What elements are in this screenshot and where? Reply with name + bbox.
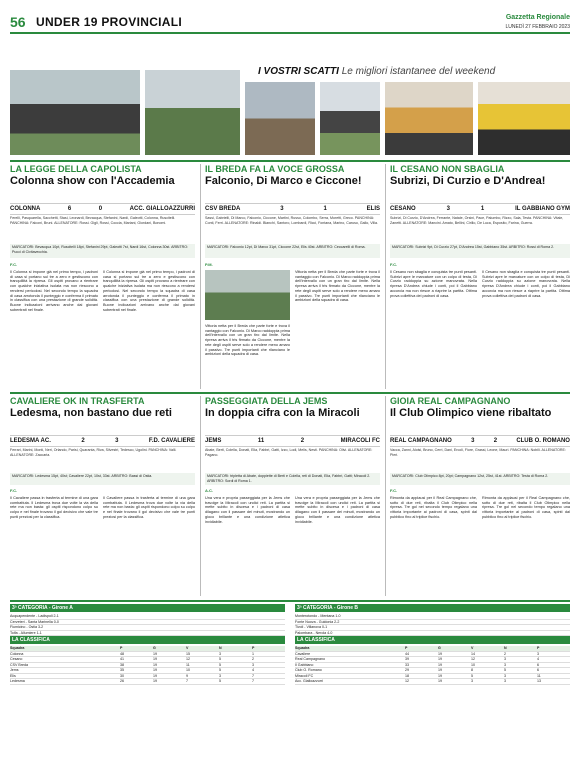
standings-cell: 10 bbox=[186, 668, 190, 672]
standings-table bbox=[10, 646, 285, 685]
results-title: 3ª CATEGORIA - Girone B bbox=[295, 604, 570, 612]
article-headline: Il Club Olimpico viene ribaltato bbox=[390, 407, 552, 419]
standings-cell: 38 bbox=[120, 662, 124, 667]
standings-cell: Cavaliere bbox=[295, 651, 311, 656]
newspaper-logo: Gazzetta Regionale bbox=[505, 14, 570, 21]
standings-cell: 6 bbox=[537, 662, 539, 667]
standings-cell: 4 bbox=[252, 668, 254, 672]
result-row: Cerveteri - Santa Marinella 0-0 bbox=[10, 620, 285, 626]
standings-cell: Elis bbox=[10, 673, 16, 678]
home-score: 6 bbox=[67, 206, 72, 212]
standings-cell: 8 bbox=[471, 668, 473, 672]
home-score: 3 bbox=[471, 438, 475, 444]
article-headline: Ledesma, non bastano due reti bbox=[10, 407, 172, 419]
article-kicker: PASSEGGIATA DELLA JEMS bbox=[205, 396, 328, 406]
standings-cell: 33 bbox=[405, 662, 409, 667]
standings-cell: 19 bbox=[438, 668, 442, 672]
masthead bbox=[10, 14, 570, 34]
standings-cell: CSV Breda bbox=[10, 662, 28, 667]
article-body: Il Cesano non sbaglia e conquista tre punti pesanti. Subrizi apre le marcature con un colpo di testa, Di Curzio raddoppia su azione manovrata. Nella ripresa D'Andrea chiude i conti, poi il Gabbiano accorcia ma non riesce a riaprire la partita. Ottima prova collettiva dei padroni di casa. bbox=[482, 270, 570, 298]
standings-cell: 5 bbox=[471, 673, 473, 678]
standings-cell: 11 bbox=[186, 662, 190, 667]
standings-cell: 5 bbox=[219, 657, 221, 661]
standings-cell: P bbox=[537, 646, 540, 650]
away-team: ELIS bbox=[366, 206, 380, 212]
away-score: 1 bbox=[323, 206, 327, 212]
standings-cell: 9 bbox=[186, 673, 188, 678]
standings-cell: 15 bbox=[186, 651, 190, 656]
result-row: Fonte Nuova - Guidonia 2-2 bbox=[295, 620, 570, 626]
match-summary: MARCATORI: Bevacqua 10pt, Ruscitelli 18pt, Stefanini 29pt, Galeotti 7st, Nardi 16st, Colonna 30st. ARBITRO: Pucci di Civitavecchia. bbox=[10, 244, 195, 258]
standings-cell: 4 bbox=[537, 657, 539, 661]
result-row: Tolfa - Allumiere 1-1 bbox=[10, 631, 285, 637]
standings-cell: 7 bbox=[252, 673, 254, 678]
standings-cell: 19 bbox=[438, 673, 442, 678]
standings-cell: Real Campagnano bbox=[295, 657, 325, 661]
standings-cell: 10 bbox=[471, 662, 475, 667]
standings-cell: 11 bbox=[537, 673, 541, 678]
away-score: 0 bbox=[98, 206, 103, 212]
result-row: Palombara - Nerola 4-0 bbox=[295, 631, 570, 637]
away-team: IL GABBIANO GYM bbox=[515, 206, 570, 212]
page-number: 56 bbox=[10, 14, 26, 30]
article-kicker: IL CESANO NON SBAGLIA bbox=[390, 164, 505, 174]
standings-cell: 19 bbox=[153, 673, 157, 678]
standings-cell: 18 bbox=[405, 673, 409, 678]
match-summary: MARCATORI: Ledesma 15pt, 40st; Cavaliere 22pt, 10st, 33st. ARBITRO: Bassi di Ostia. bbox=[10, 473, 195, 485]
standings-cell: 5 bbox=[219, 679, 221, 683]
results-title: 3ª CATEGORIA - Girone A bbox=[10, 604, 285, 612]
standings-cell: Jems bbox=[10, 668, 19, 672]
article-body: Il Colonna si impone già nel primo tempo, i padroni di casa si portano sul tre a zero e gestiscono con tranquillità la ripresa. Gli ospiti provano a rientrare con qualche iniziativa isolata ma non riescono a rendersi pericolosi. Nel secondo tempo la squadra di casa arrotonda il punteggio e conferma il primato in classifica con una prestazione di grande solidità. Buone indicazioni arrivano anche dai giovani subentrati nel finale. bbox=[103, 270, 195, 312]
standings-cell: 19 bbox=[438, 662, 442, 667]
standings-cell: 19 bbox=[153, 679, 157, 683]
lineups: Abate, Berti, Colella, Donati, Elia, Fabbri, Gatti, Izzo, Lodi, Melis, Nesti. PANCHINA: Olivi. ALLENATORE: Pagano. bbox=[205, 448, 373, 457]
result-row: Tivoli - Villanova 0-1 bbox=[295, 625, 570, 631]
home-score: 3 bbox=[446, 206, 450, 212]
standings-cell: 41 bbox=[120, 657, 124, 661]
byline: P.M. bbox=[205, 262, 213, 267]
standings-cell: Acc. Gialloazzurri bbox=[295, 679, 323, 683]
article-kicker: GIOIA REAL CAMPAGNANO bbox=[390, 396, 511, 406]
photo-banner-title: I VOSTRI SCATTI bbox=[258, 66, 339, 77]
standings-cell: 12 bbox=[471, 657, 475, 661]
home-score: 2 bbox=[81, 438, 85, 444]
article-body: Una vera e propria passeggiata per la Jems che travolge la Miracoli con undici reti. La partita si mette subito in discesa e i padroni di casa dilagano con il passare dei minuti, mostrando un gioco brillante e una condizione atletica invidiabile. bbox=[205, 496, 290, 524]
article-body: Vittoria netta per il Breda che parte forte e trova il vantaggio con Falconio. Di Marco raddoppia prima dell'intervallo con un gran tiro dal limite. Nella ripresa arriva il tris firmato da Ciccone, mentre la rete degli ospiti serve solo a rendere meno amaro il passivo. Tre punti importanti che rilanciano le ambizioni della squadra di casa. bbox=[205, 324, 290, 357]
byline: A.C. bbox=[205, 488, 213, 493]
byline: F.C. bbox=[10, 488, 18, 493]
away-team: CLUB O. ROMANO bbox=[516, 438, 570, 444]
scoreline bbox=[390, 435, 570, 447]
standings-cell: 3 bbox=[537, 651, 539, 656]
away-score: 2 bbox=[493, 438, 498, 444]
home-team: LEDESMA AC. bbox=[10, 438, 51, 444]
standings-cell: 29 bbox=[405, 668, 409, 672]
home-team: CSV BREDA bbox=[205, 206, 241, 212]
away-score: 2 bbox=[300, 438, 305, 444]
standings-cell: 39 bbox=[405, 657, 409, 661]
match-photo bbox=[205, 270, 290, 320]
lineups: Subrizi, Di Curzio, D'Andrea, Ferrante, Natale, Orsini, Pace, Palumbo, Rizzo, Sala, Testa. PANCHINA: Vitale, Zanetti. ALLENATORE: Mancini. Amato, Bellini, Cirillo, De Luca, Esposito, Farina, Guerra. bbox=[390, 216, 564, 225]
photo-banner bbox=[258, 66, 498, 77]
standings-cell: V bbox=[471, 646, 474, 650]
standings-cell: 7 bbox=[186, 679, 188, 683]
results-table bbox=[10, 614, 285, 636]
standings-cell: P bbox=[252, 646, 255, 650]
match-summary: MARCATORI: Falconio 12pt, Di Marco 31pt, Ciccone 22st, Elis 40st. ARBITRO: Ceccarelli di Roma. bbox=[205, 244, 380, 258]
standings-row bbox=[295, 679, 570, 685]
standings-cell: 19 bbox=[153, 668, 157, 672]
article-headline: Falconio, Di Marco e Ciccone! bbox=[205, 175, 362, 187]
team-photo-4 bbox=[320, 82, 380, 155]
home-team: REAL CAMPAGNANO bbox=[390, 438, 452, 444]
home-score: 3 bbox=[280, 206, 284, 212]
standings-cell: 19 bbox=[153, 651, 157, 656]
away-team: F.D. CAVALIERE bbox=[148, 438, 195, 444]
match-summary: MARCATORI: Subrizi 9pt, Di Curzio 27pt, D'Andrea 15st, Gabbiano 35st. ARBITRO: Rossi di Roma 2. bbox=[390, 244, 570, 258]
standings-cell: 3 bbox=[504, 657, 506, 661]
standings-cell: 30 bbox=[120, 673, 124, 678]
column-rule bbox=[200, 164, 201, 389]
standings-cell: 19 bbox=[438, 651, 442, 656]
standings-cell: 3 bbox=[504, 679, 506, 683]
standings-cell: 3 bbox=[504, 673, 506, 678]
standings-cell: 19 bbox=[153, 662, 157, 667]
standings-cell: 48 bbox=[120, 651, 124, 656]
standings-cell: 7 bbox=[252, 679, 254, 683]
article-headline: Subrizi, Di Curzio e D'Andrea! bbox=[390, 175, 546, 187]
column-rule bbox=[385, 396, 386, 596]
article-headline: In doppia cifra con la Miracoli bbox=[205, 407, 360, 419]
result-row: Fiumicino - Ostia 3-2 bbox=[10, 625, 285, 631]
standings-cell: G bbox=[438, 646, 441, 650]
byline: F.C. bbox=[390, 488, 398, 493]
standings-cell: 2 bbox=[504, 651, 506, 656]
standings-cell: 12 bbox=[186, 657, 190, 661]
standings-title: LA CLASSIFICA bbox=[295, 636, 570, 644]
team-photo-5 bbox=[385, 82, 473, 155]
standings-cell: Miracoli FC bbox=[295, 673, 314, 678]
standings-cell: 19 bbox=[438, 657, 442, 661]
scoreline bbox=[10, 435, 195, 447]
standings-title: LA CLASSIFICA bbox=[10, 636, 285, 644]
result-row: Monterotondo - Mentana 1-0 bbox=[295, 614, 570, 620]
standings-cell: 5 bbox=[219, 662, 221, 667]
lineups: Ferrari, Marini, Monti, Neri, Orlando, Parisi, Quaranta, Riva, Silvestri, Tedesco, Ugolini. PANCHINA: Valli. ALLENATORE: Zaccaria. bbox=[10, 448, 177, 457]
standings-cell: G bbox=[153, 646, 156, 650]
standings-cell: Ledesma bbox=[10, 679, 25, 683]
article-body: Una vera e propria passeggiata per la Jems che travolge la Miracoli con undici reti. La partita si mette subito in discesa e i padroni di casa dilagano con il passare dei minuti, mostrando un gioco brillante e una condizione atletica invidiabile. bbox=[295, 496, 380, 524]
divider bbox=[10, 600, 570, 602]
standings-cell: 19 bbox=[153, 657, 157, 661]
column-rule bbox=[200, 396, 201, 596]
standings-cell: 14 bbox=[471, 651, 475, 656]
standings-cell: N bbox=[219, 646, 222, 650]
article-body: Rimonta da applausi per il Real Campagnano che, sotto di due reti, ribalta il Club Olimpico nella ripresa. Tre gol nel secondo tempo regalano una vittoria importante ai padroni di casa, spinti dal pubblico fino al triplice fischio. bbox=[390, 496, 477, 519]
standings-cell: 44 bbox=[405, 651, 409, 656]
standings-cell: 13 bbox=[537, 679, 541, 683]
standings-cell: 2 bbox=[252, 657, 254, 661]
article-body: Rimonta da applausi per il Real Campagnano che, sotto di due reti, ribalta il Club Olimpico nella ripresa. Tre gol nel secondo tempo regalano una vittoria importante ai padroni di casa, spinti dal pubblico fino al triplice fischio. bbox=[482, 496, 570, 519]
article-kicker: IL BREDA FA LA VOCE GROSSA bbox=[205, 164, 345, 174]
lineups: Sassi, Gabrielli, Di Marco, Falconio, Ciccone, Martini, Russo, Colombo, Serra, Moretti, Greco. PANCHINA: Conti, Ferri. ALLENATORE: Rinaldi. Bianchi, Santoro, Lombardi, Ricci, Fontana, Marino, Caruso, Gallo, Villa. bbox=[205, 216, 378, 225]
standings-cell: 19 bbox=[438, 679, 442, 683]
article-kicker: LA LEGGE DELLA CAPOLISTA bbox=[10, 164, 142, 174]
article-body: Il Cesano non sbaglia e conquista tre punti pesanti. Subrizi apre le marcature con un colpo di testa, Di Curzio raddoppia su azione manovrata. Nella ripresa D'Andrea chiude i conti, poi il Gabbiano accorcia ma non riesce a riaprire la partita. Ottima prova collettiva dei padroni di casa. bbox=[390, 270, 477, 298]
byline: F.C. bbox=[390, 262, 398, 267]
byline: F.C. bbox=[10, 262, 18, 267]
standings-cell: Cesano bbox=[10, 657, 23, 661]
photo-banner-subtitle: Le migliori istantanee del weekend bbox=[341, 66, 496, 77]
home-team: JEMS bbox=[205, 438, 222, 444]
article-body: Vittoria netta per il Breda che parte forte e trova il vantaggio con Falconio. Di Marco raddoppia prima dell'intervallo con un gran tiro dal limite. Nella ripresa arriva il tris firmato da Ciccone, mentre la rete degli ospiti serve solo a rendere meno amaro il passivo. Tre punti importanti che rilanciano le ambizioni della squadra di casa. bbox=[295, 270, 380, 303]
standings-table bbox=[295, 646, 570, 685]
lineups: Vacca, Zanni, Aloisi, Bruno, Cerri, Dani, Ercoli, Fiore, Grassi, Leone, Mauri. PANCHINA: Nobili. ALLENATORE: Pieri. bbox=[390, 448, 566, 457]
article-body: Il Colonna si impone già nel primo tempo, i padroni di casa si portano sul tre a zero e gestiscono con tranquillità la ripresa. Gli ospiti provano a rientrare con qualche iniziativa isolata ma non riescono a rendersi pericolosi. Nel secondo tempo la squadra di casa arrotonda il punteggio e conferma il primato in classifica con una prestazione di grande solidità. Buone indicazioni arrivano anche dai giovani subentrati nel finale. bbox=[10, 270, 98, 312]
away-score: 1 bbox=[480, 206, 485, 212]
standings-cell: 35 bbox=[120, 668, 124, 672]
home-score: 11 bbox=[257, 438, 265, 444]
home-team: COLONNA bbox=[10, 206, 41, 212]
article-body: Il Cavaliere passa in trasferta al termine di una gara combattuta. Il Ledesma trova due volte la via della rete ma non basta: gli ospiti rispondono colpo su colpo e nel finale trovano il gol decisivo che vale tre punti preziosi per la classifica. bbox=[10, 496, 98, 519]
standings-cell: 3 bbox=[504, 662, 506, 667]
standings-cell: 3 bbox=[219, 651, 221, 656]
away-team: MIRACOLI FC bbox=[340, 438, 380, 444]
standings-cell: Squadra bbox=[10, 646, 25, 650]
standings-cell: Squadra bbox=[295, 646, 310, 650]
standings-cell: 1 bbox=[252, 651, 254, 656]
standings-cell: 26 bbox=[120, 679, 124, 683]
lineups: Ferelli, Pasquarella, Sacchetti, Stasi, Leonardi, Bevacqua, Stefanini, Nardi, Galeotti, Colonna, Ruscitelli. PANCHINA: Falconi, Bruni. ALLENATORE: Rossi. Gigli, Rossi, Coccia, Mariani, Giordani, Bonomi. bbox=[10, 216, 176, 225]
standings-cell: V bbox=[186, 646, 189, 650]
scoreline bbox=[10, 203, 195, 215]
away-score: 3 bbox=[115, 438, 119, 444]
result-row: Acquapendente - Ladispoli 2-1 bbox=[10, 614, 285, 620]
scoreline bbox=[205, 203, 380, 215]
standings-row bbox=[10, 679, 285, 685]
column-rule bbox=[385, 164, 386, 389]
section-title: UNDER 19 PROVINCIALI bbox=[36, 15, 183, 29]
team-photo-3 bbox=[245, 82, 315, 155]
standings-cell: Colonna bbox=[10, 651, 24, 656]
match-summary: MARCATORI: tripletta di Abate, doppiette di Berti e Colella, reti di Donati, Elia, Fabbri, Gatti; Miracoli 2. ARBITRO: Sordi di Roma 1. bbox=[205, 473, 380, 485]
team-photo-6 bbox=[478, 82, 570, 155]
scoreline bbox=[390, 203, 570, 215]
standings-cell: N bbox=[504, 646, 507, 650]
match-summary: MARCATORI: Club Olimpico 8pt, 20pt; Campagnano 12st, 25st, 41st. ARBITRO: Testa di Roma 2. bbox=[390, 473, 570, 485]
article-body: Il Cavaliere passa in trasferta al termine di una gara combattuta. Il Ledesma trova due volte la via della rete ma non basta: gli ospiti rispondono colpo su colpo e nel finale trovano il gol decisivo che vale tre punti preziosi per la classifica. bbox=[103, 496, 195, 519]
standings-cell: 5 bbox=[504, 668, 506, 672]
article-headline: Colonna show con l'Accademia bbox=[10, 175, 175, 187]
team-photo-1 bbox=[10, 70, 140, 155]
standings-cell: 6 bbox=[537, 668, 539, 672]
team-photo-2 bbox=[145, 70, 240, 155]
issue-date: LUNEDÌ 27 FEBBRAIO 2023 bbox=[505, 24, 570, 30]
standings-cell: Il Gabbiano bbox=[295, 662, 314, 667]
divider bbox=[10, 160, 570, 162]
standings-cell: 3 bbox=[252, 662, 254, 667]
home-team: CESANO bbox=[390, 206, 416, 212]
divider bbox=[10, 392, 570, 394]
article-kicker: CAVALIERE OK IN TRASFERTA bbox=[10, 396, 145, 406]
standings-cell: P bbox=[405, 646, 408, 650]
away-team: ACC. GIALLOAZZURRI bbox=[129, 206, 195, 212]
standings-cell: 5 bbox=[219, 668, 221, 672]
standings-cell: 3 bbox=[219, 673, 221, 678]
standings-cell: P bbox=[120, 646, 123, 650]
scoreline bbox=[205, 435, 380, 447]
standings-cell: 12 bbox=[405, 679, 409, 683]
standings-cell: Club O. Romano bbox=[295, 668, 322, 672]
standings-cell: 3 bbox=[471, 679, 473, 683]
results-table bbox=[295, 614, 570, 636]
